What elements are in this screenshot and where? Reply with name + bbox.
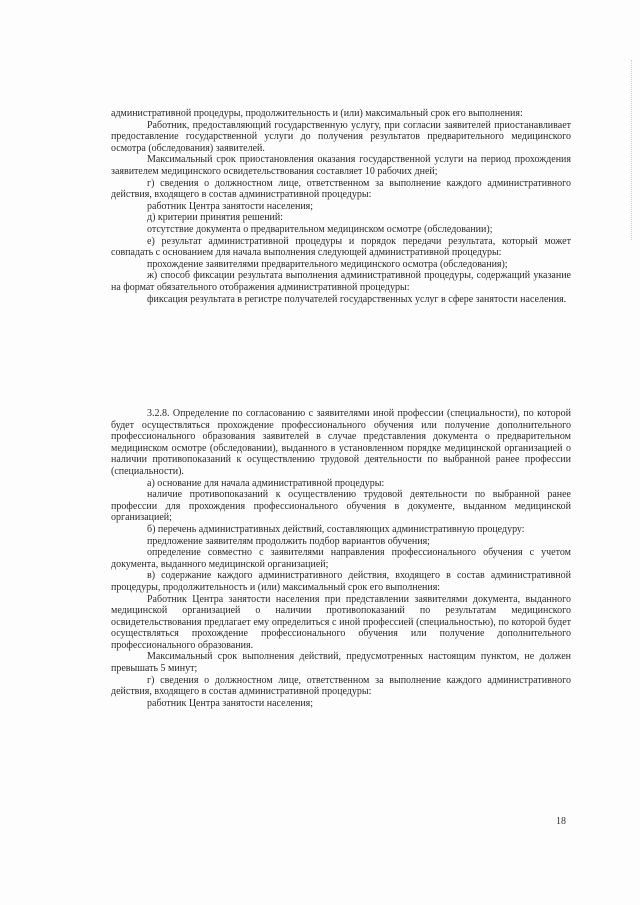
paragraph: фиксация результата в регистре получателей государственных услуг в сфере занятости населения. [147, 293, 567, 305]
paragraph: г) сведения о должностном лице, ответственном за выполнение каждого административного действия, входящего в состав административной процедуры: [111, 177, 571, 201]
paragraph: Работник Центра занятости населения при представлении заявителями документа, выданного медицинской организацией о наличии противопоказаний по результатам медицинского освидетельствования предлагает ему определиться с иной профессией (специальностью), по которой будет осуществляться прохождение профессионального обучения или получение дополнительного профессионального образования. [111, 593, 571, 651]
paragraph: наличие противопоказаний к осуществлению трудовой деятельности по выбранной ранее профессии для прохождения профессионального обучения в документе, выданном медицинской организацией; [111, 489, 571, 524]
paragraph: работник Центра занятости населения; [147, 200, 314, 212]
paragraph: административной процедуры, продолжительность и (или) максимальный срок его выполнения: [111, 108, 523, 119]
paragraph: а) основание для начала административной процедуры: [147, 477, 385, 489]
paragraph: ж) способ фиксации результата выполнения административной процедуры, содержащий указание на формат обязательного отображения административной процедуры: [111, 270, 571, 293]
paragraph: б) перечень административных действий, составляющих административную процедуру: [147, 523, 525, 535]
text-block-bottom [111, 408, 571, 709]
paragraph: д) критерии принятия решений: [147, 212, 284, 224]
paragraph: отсутствие документа о предварительном медицинском осмотре (обследовании); [147, 223, 493, 235]
paragraph: работник Центра занятости населения; [147, 697, 314, 709]
paragraph: Максимальный срок выполнения действий, предусмотренных настоящим пунктом, не должен превышать 5 минут; [111, 651, 571, 675]
scan-edge-mark [630, 60, 632, 240]
paragraph: г) сведения о должностном лице, ответственном за выполнение каждого административного действия, входящего в состав административной процедуры: [111, 674, 571, 698]
paragraph: Максимальный срок приостановления оказания государственной услуги на период прохождения заявителем медицинского освидетельствования составляет 10 рабочих дней; [111, 154, 571, 177]
page-number: 18 [556, 816, 566, 827]
paragraph: в) содержание каждого административного действия, входящего в состав административной процедуры, продолжительность и (или) максимальный срок его выполнения: [111, 570, 571, 593]
section-heading-paragraph: 3.2.8. Определение по согласованию с заявителями иной профессии (специальности), по которой будет осуществляться прохождение профессионального обучения или получение дополнительного профессионального образования заявителей в случае представления документа о предварительном медицинском осмотре (обследовании), выданного в установленном порядке медицинской организацией о наличии противопоказаний к осуществлению трудовой деятельности по выбранной ранее профессии (специальности). [111, 408, 571, 477]
paragraph: прохождение заявителями предварительного медицинского осмотра (обследования); [147, 258, 508, 270]
paragraph: Работник, предоставляющий государственную услугу, при согласии заявителей приостанавливает предоставление государственной услуги до получения результатов предварительного медицинского осмотра (обследования) заявителей. [111, 119, 571, 154]
paragraph: предложение заявителям продолжить подбор вариантов обучения; [147, 535, 430, 547]
paragraph: е) результат административной процедуры и порядок передачи результата, который может совпадать с основанием для начала выполнения следующей административной процедуры: [111, 235, 571, 259]
text-block-top [111, 108, 571, 305]
paragraph: определение совместно с заявителями направления профессионального обучения с учетом документа, выданного медицинской организацией; [111, 547, 571, 570]
